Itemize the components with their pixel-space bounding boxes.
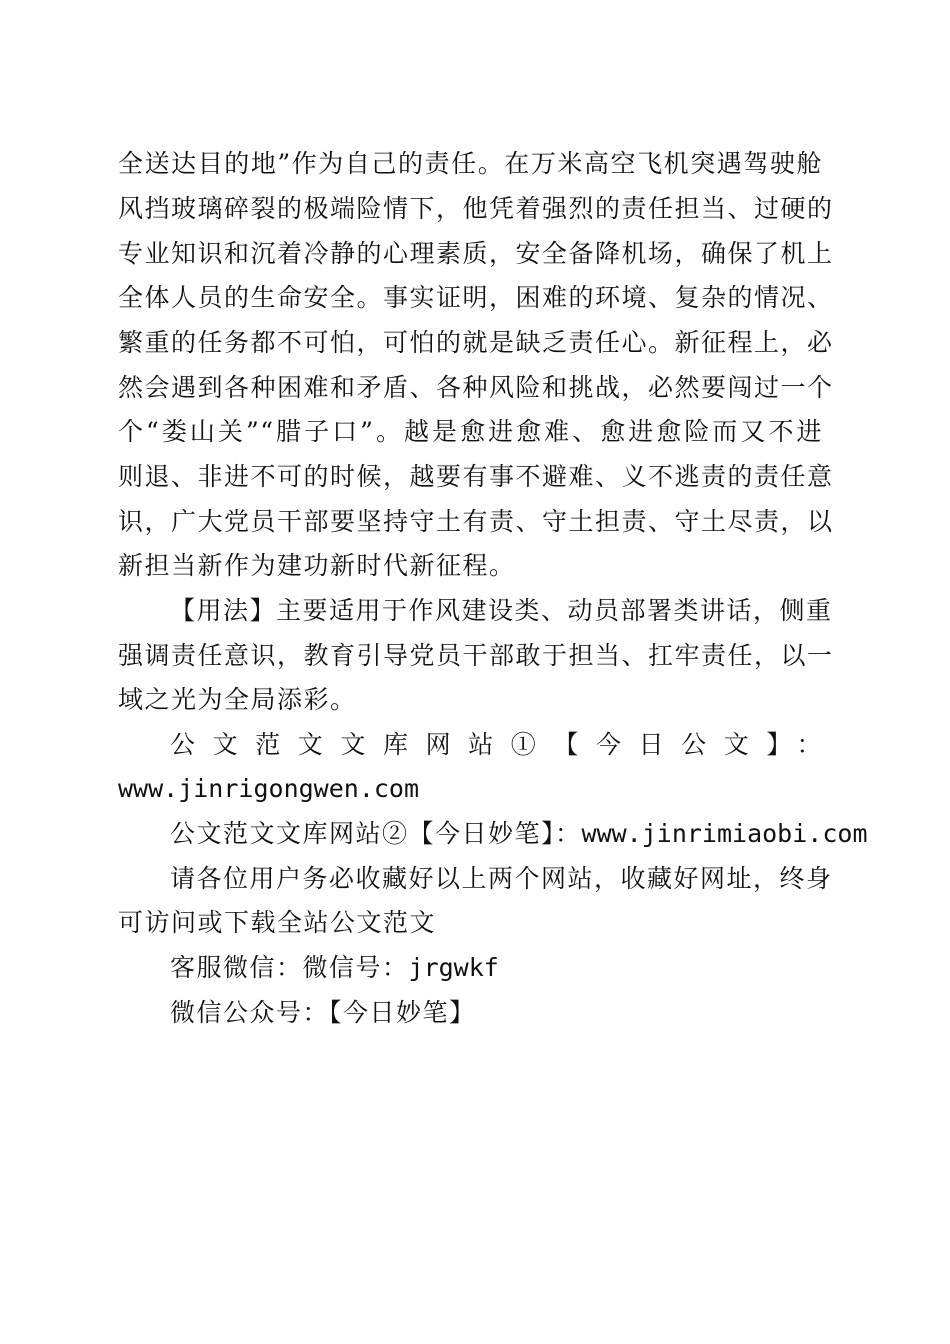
usage-line: 域之光为全局添彩。 (118, 685, 357, 714)
paragraph-line: 识，广大党员干部要坚持守土有责、守土担责、守土尽责，以 (118, 507, 834, 536)
site1-label: 公文范文文库网站①【今日公文】： (170, 730, 823, 759)
paragraph-line: 则退、非进不可的时候，越要有事不避难、义不逃责的责任意 (118, 462, 834, 491)
usage-line: 【用法】主要适用于作风建设类、动员部署类讲话，侧重 (170, 596, 833, 625)
paragraph-line: 然会遇到各种困难和矛盾、各种风险和挑战，必然要闯过一个 (118, 373, 834, 402)
paragraph-line: 个“娄山关”“腊子口”。越是愈进愈难、愈进愈险而又不进 (118, 417, 823, 446)
service-id: jrgwkf (408, 953, 499, 982)
public-account-line: 微信公众号：【今日妙笔】 (170, 998, 476, 1027)
paragraph-line: 风挡玻璃碎裂的极端险情下，他凭着强烈的责任担当、过硬的 (118, 194, 834, 223)
site2-url[interactable]: www.jinrimiaobi.com (581, 819, 868, 848)
site2-line (170, 817, 868, 851)
site2-label: 公文范文文库网站②【今日妙笔】： (170, 819, 582, 848)
service-label: 客服微信：微信号： (170, 953, 409, 982)
service-line (170, 951, 823, 985)
site1-url[interactable]: www.jinrigongwen.com (118, 774, 420, 803)
paragraph-line: 全体人员的生命安全。事实证明，困难的环境、复杂的情况、 (118, 283, 834, 312)
paragraph-line: 全送达目的地”作为自己的责任。在万米高空飞机突遇驾驶舱 (118, 149, 823, 178)
notice-line: 可访问或下载全站公文范文 (118, 908, 437, 937)
paragraph-line: 繁重的任务都不可怕，可怕的就是缺乏责任心。新征程上，必 (118, 328, 834, 357)
paragraph-line: 新担当新作为建功新时代新征程。 (118, 551, 516, 580)
notice-line: 请各位用户务必收藏好以上两个网站，收藏好网址，终身 (170, 864, 833, 893)
usage-line: 强调责任意识，教育引导党员干部敢于担当、扛牢责任，以一 (118, 641, 834, 670)
paragraph-line: 专业知识和沉着冷静的心理素质，安全备降机场，确保了机上 (118, 239, 834, 268)
